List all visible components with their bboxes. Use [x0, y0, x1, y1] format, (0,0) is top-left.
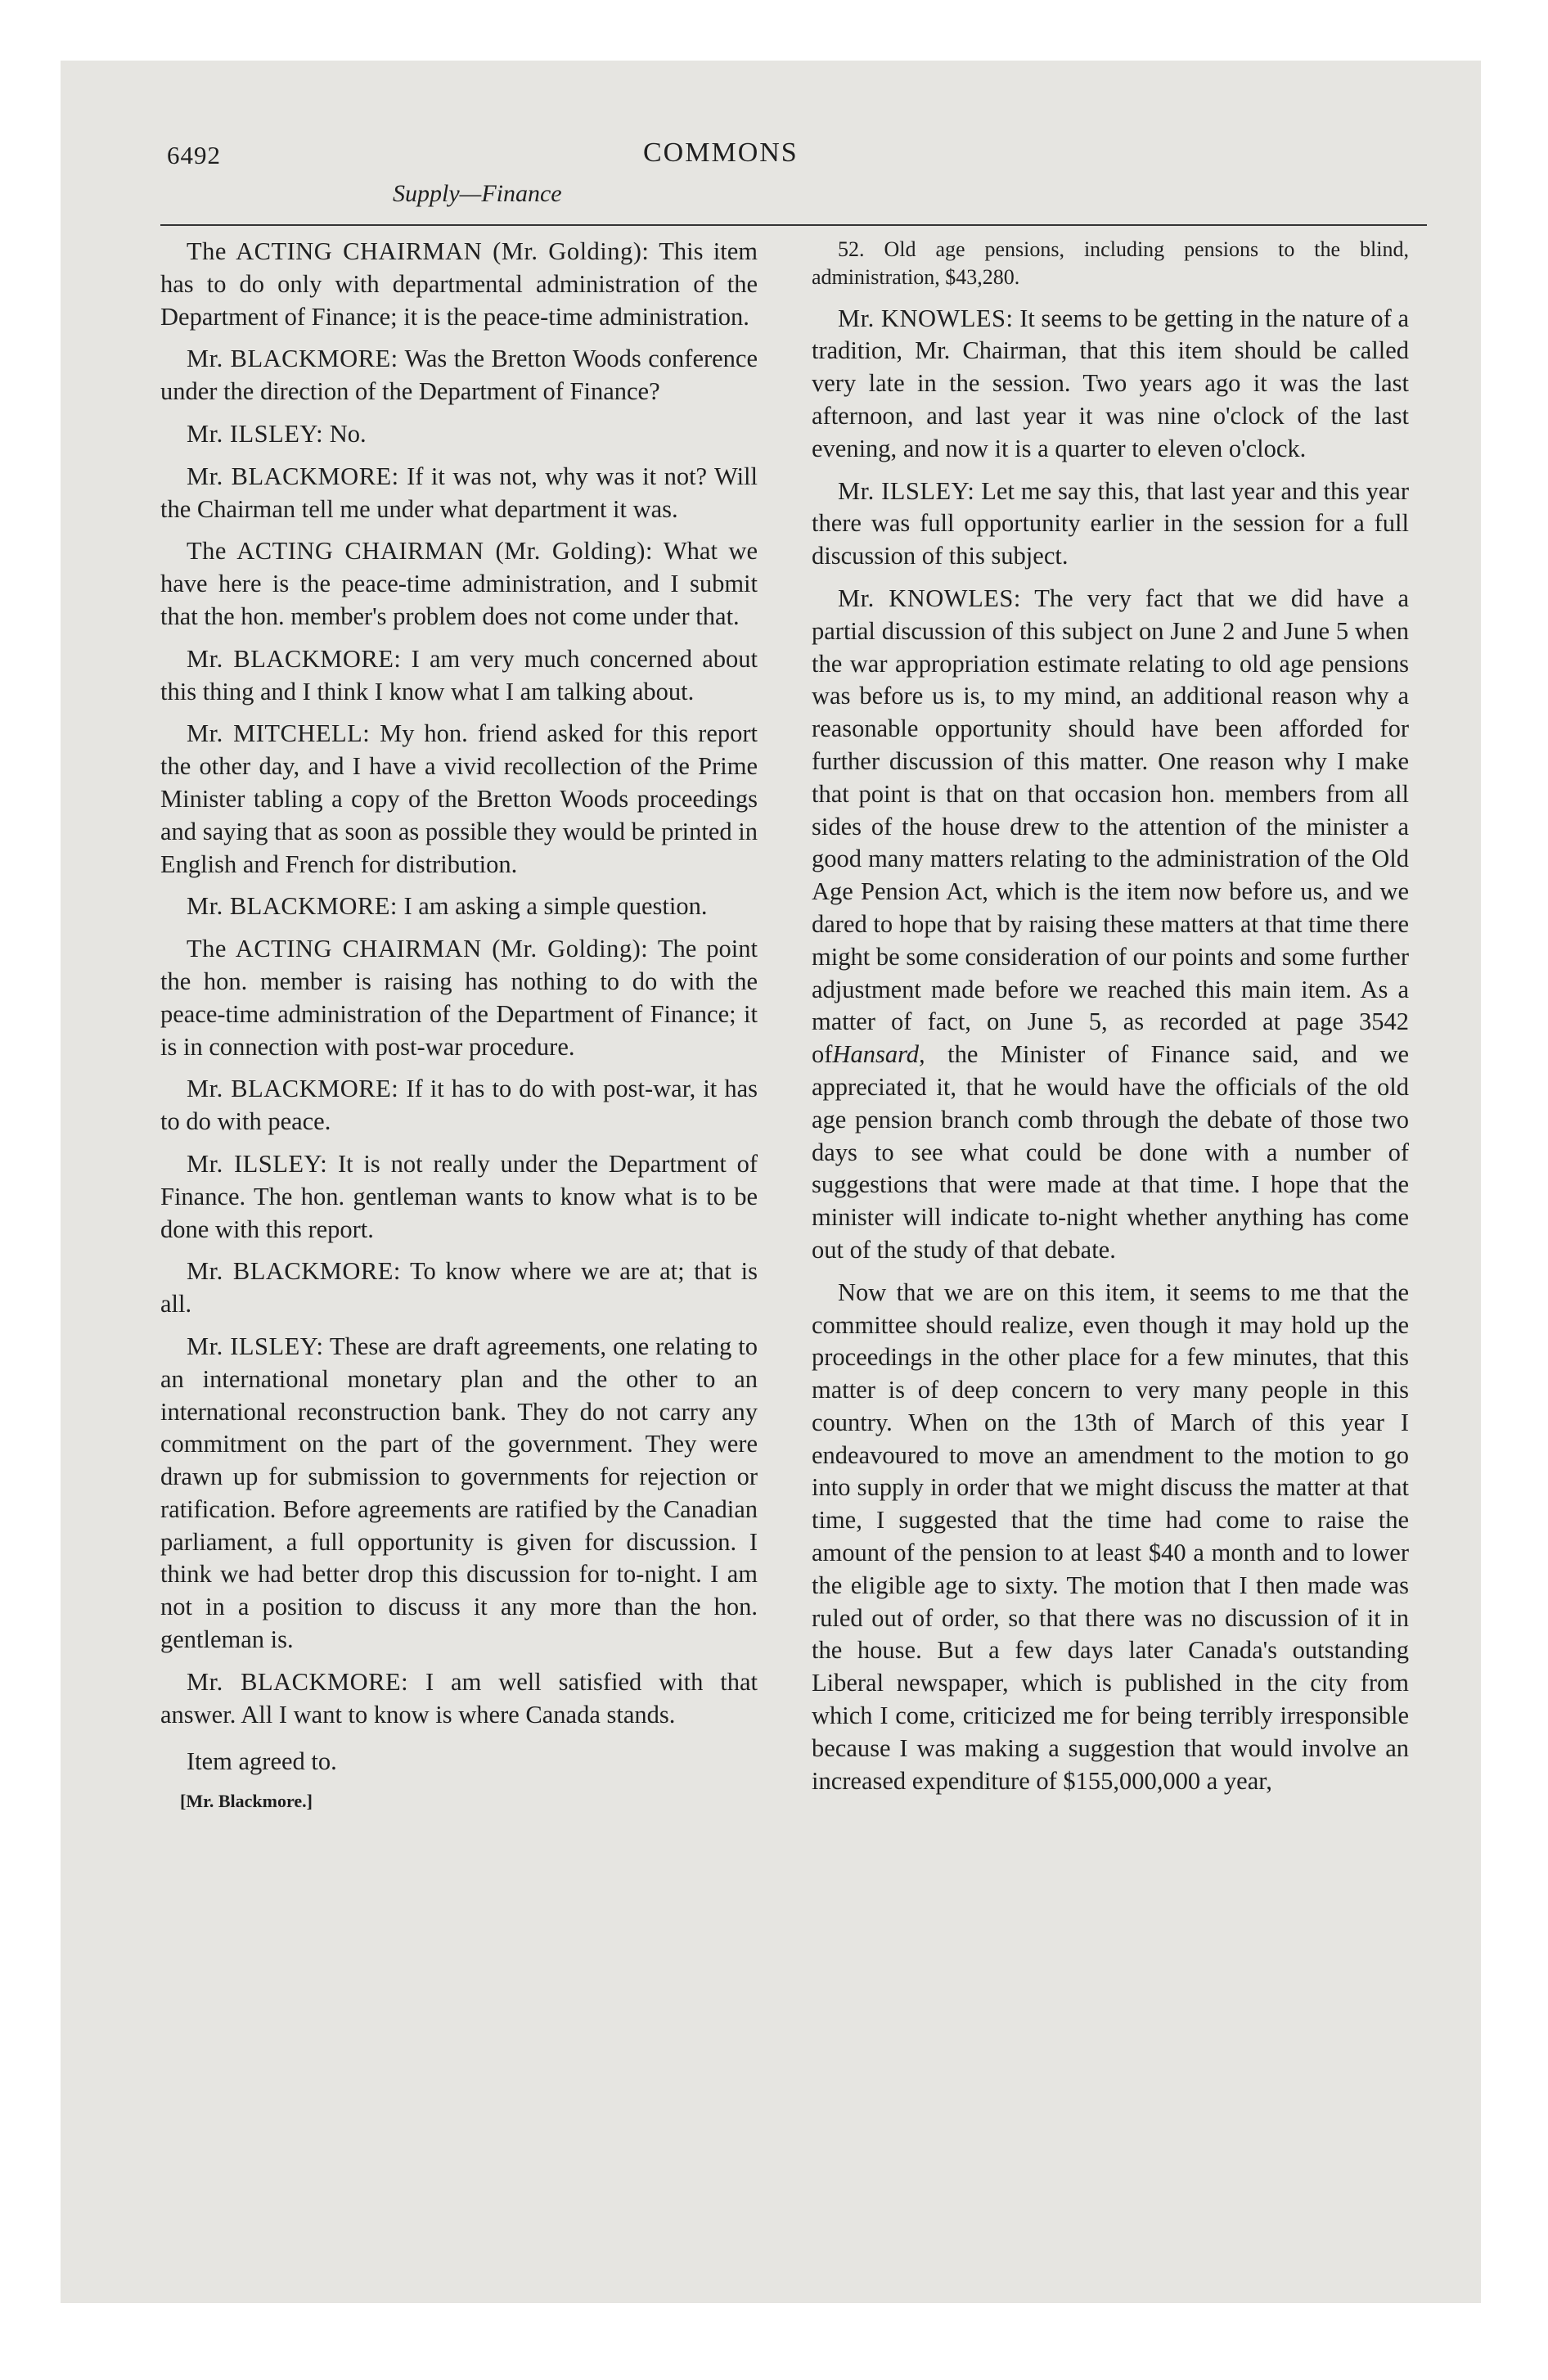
speech-text: It seems to be getting in the nature of a tradition, Mr. Chairman, that this item should be called very late in the session. Two years ago it was the last afternoon, and last year it was nine o'clock of the last evening, and now it is a quarter to eleven o'clock.: [812, 304, 1409, 462]
speaker-name: Mr. BLACKMORE:: [187, 1257, 401, 1286]
speech-paragraph: [160, 236, 758, 333]
speech-paragraph: [812, 476, 1409, 573]
speaker-name: Mr. BLACKMORE:: [187, 1667, 409, 1696]
speaker-name: Mr. MITCHELL:: [187, 719, 371, 748]
running-title: COMMONS: [643, 137, 799, 168]
speech-text: The point the hon. member is raising has nothing to do with the peace-time administration of the Department of Finance; it is in connection with post-war procedure.: [160, 935, 758, 1061]
speaker-name: Mr. BLACKMORE:: [187, 345, 398, 373]
hansard-citation: Hansard,: [832, 1040, 925, 1069]
speaker-name: Mr. ILSLEY:: [838, 476, 975, 505]
speaker-name: Mr. KNOWLES:: [838, 304, 1014, 332]
estimate-item: 52. Old age pensions, including pensions to the blind, administration, $43,280.: [812, 237, 1409, 289]
speech-text: Let me say this, that last year and this year there was full opportunity earlier in the session for a full discussion of this subject.: [812, 476, 1409, 570]
speech-text: If it has to do with post-war, it has to do with peace.: [160, 1075, 758, 1136]
speaker-name: The ACTING CHAIRMAN (Mr. Golding):: [187, 935, 649, 963]
speech-text: Was the Bretton Woods conference under the direction of the Department of Finance?: [160, 345, 758, 406]
speech-paragraph: [160, 933, 758, 1063]
left-column: [160, 236, 758, 1814]
speech-paragraph: [812, 583, 1409, 1267]
speech-text: What we have here is the peace-time administration, and I submit that the hon. member's problem does not come under that.: [160, 537, 758, 630]
speech-paragraph: [160, 1073, 758, 1138]
speaker-name: The ACTING CHAIRMAN (Mr. Golding):: [187, 237, 650, 265]
speech-paragraph: [160, 1331, 758, 1657]
header-rule: [160, 224, 1427, 226]
speaker-name: Mr. BLACKMORE:: [187, 892, 398, 921]
speech-text: I am well satisfied with that answer. All I want to know is where Canada stands.: [160, 1667, 758, 1729]
speech-paragraph: [160, 890, 758, 923]
speech-text: If it was not, why was it not? Will the Chairman tell me under what department it was.: [160, 462, 758, 523]
hansard-page: [157, 131, 1433, 2259]
speech-text: Now that we are on this item, it seems to me that the committee should realize, even though it may hold up the proceedings in the other place for a few minutes, that this matter is of deep concern to very many people in this country. When on the 13th of March of this year I endeavoured to move an amendment to the motion to go into supply in order that we might discuss the matter at that time, I suggested that the time had come to raise the amount of the pension to at least $40 a month and to lower the eligible age to sixty. The motion that I then made was ruled out of order, so that there was no discussion of it in the house. But a few days later Canada's outstanding Liberal newspaper, which is published in the city from which I come, criticized me for being terribly irresponsible because I was making a suggestion that would involve an increased expenditure of $155,000,000 a year,: [812, 1278, 1409, 1795]
speech-paragraph: [160, 1255, 758, 1321]
speech-text: These are draft agreements, one relating to an international monetary plan and the other to an international reconstruction bank. They do not carry any commitment on the part of the government. They were drawn up for submission to governments for rejection or ratification. Before agreements are ratified by the Canadian parliament, a full opportunity is given for discussion. I think we had better drop this discussion for to-night. I am not in a position to discuss it any more than the hon. gentleman is.: [160, 1332, 758, 1654]
speaker-name: Mr. BLACKMORE:: [187, 1075, 399, 1103]
speech-text-continued: the Minister of Finance said, and we appreciated it, that he would have the officials of the old age pension branch comb through the debate of those two days to see what could be done with a number of suggestions that were made at that time. I hope that the minister will indicate to-night whether anything has come out of the study of that debate.: [812, 1040, 1409, 1264]
speaker-name: Mr. BLACKMORE:: [187, 462, 399, 490]
speech-text: No.: [329, 419, 367, 448]
speech-text: I am very much concerned about this thing and I think I know what I am talking about.: [160, 644, 758, 705]
speech-paragraph: [160, 418, 758, 451]
speaker-name: Mr. ILSLEY:: [187, 1332, 324, 1360]
speech-text: My hon. friend asked for this report the other day, and I have a vivid recollection of the Prime Minister tabling a copy of the Bretton Woods proceedings and saying that as soon as possible they would be printed in English and French for distribution.: [160, 719, 758, 878]
footer-speaker: [Mr. Blackmore.]: [180, 1791, 313, 1812]
speaker-name: The ACTING CHAIRMAN (Mr. Golding):: [187, 537, 653, 566]
speaker-name: Mr. ILSLEY:: [187, 1149, 328, 1178]
speech-paragraph: [160, 1148, 758, 1246]
speech-paragraph: [160, 461, 758, 526]
subject-heading: Supply—Finance: [393, 180, 562, 207]
speech-paragraph: [160, 1666, 758, 1732]
speaker-name: Mr. KNOWLES:: [838, 584, 1021, 612]
speech-text: I am asking a simple question.: [403, 892, 708, 921]
speech-text: It is not really under the Department of Finance. The hon. gentleman wants to know what is to be done with this report.: [160, 1149, 758, 1243]
speech-text: This item has to do only with departmental administration of the Department of Finance; it is the peace-time administration.: [160, 237, 758, 331]
page-number: 6492: [167, 141, 221, 169]
speaker-name: Mr. BLACKMORE:: [187, 644, 402, 673]
speech-text: The very fact that we did have a partial discussion of this subject on June 2 and June 5 when the war appropriation estimate relating to old age pensions was before us is, to my mind, an additional reason why a reasonable opportunity should have been afforded for further discussion of this matter. One reason why I make that point is that on that occasion hon. members from all sides of the house drew to the attention of the minister a good many matters relating to the administration of the Old Age Pension Act, which is the item now before us, and we dared to hope that by raising these matters at that time there might be some consideration of our points and some further adjustment made before we reached this main item. As a matter of fact, on June 5, as recorded at page 3542 of: [812, 584, 1410, 1069]
speech-paragraph: [160, 718, 758, 881]
speech-paragraph: [160, 535, 758, 633]
speaker-name: Mr. ILSLEY:: [187, 419, 324, 448]
speech-text: To know where we are at; that is all.: [160, 1257, 758, 1318]
speech-paragraph: [160, 343, 758, 408]
speech-paragraph: [160, 643, 758, 709]
item-agreed: Item agreed to.: [187, 1747, 337, 1776]
speech-paragraph: [812, 1277, 1409, 1798]
speech-paragraph: [812, 303, 1409, 466]
right-column: [812, 236, 1409, 1807]
